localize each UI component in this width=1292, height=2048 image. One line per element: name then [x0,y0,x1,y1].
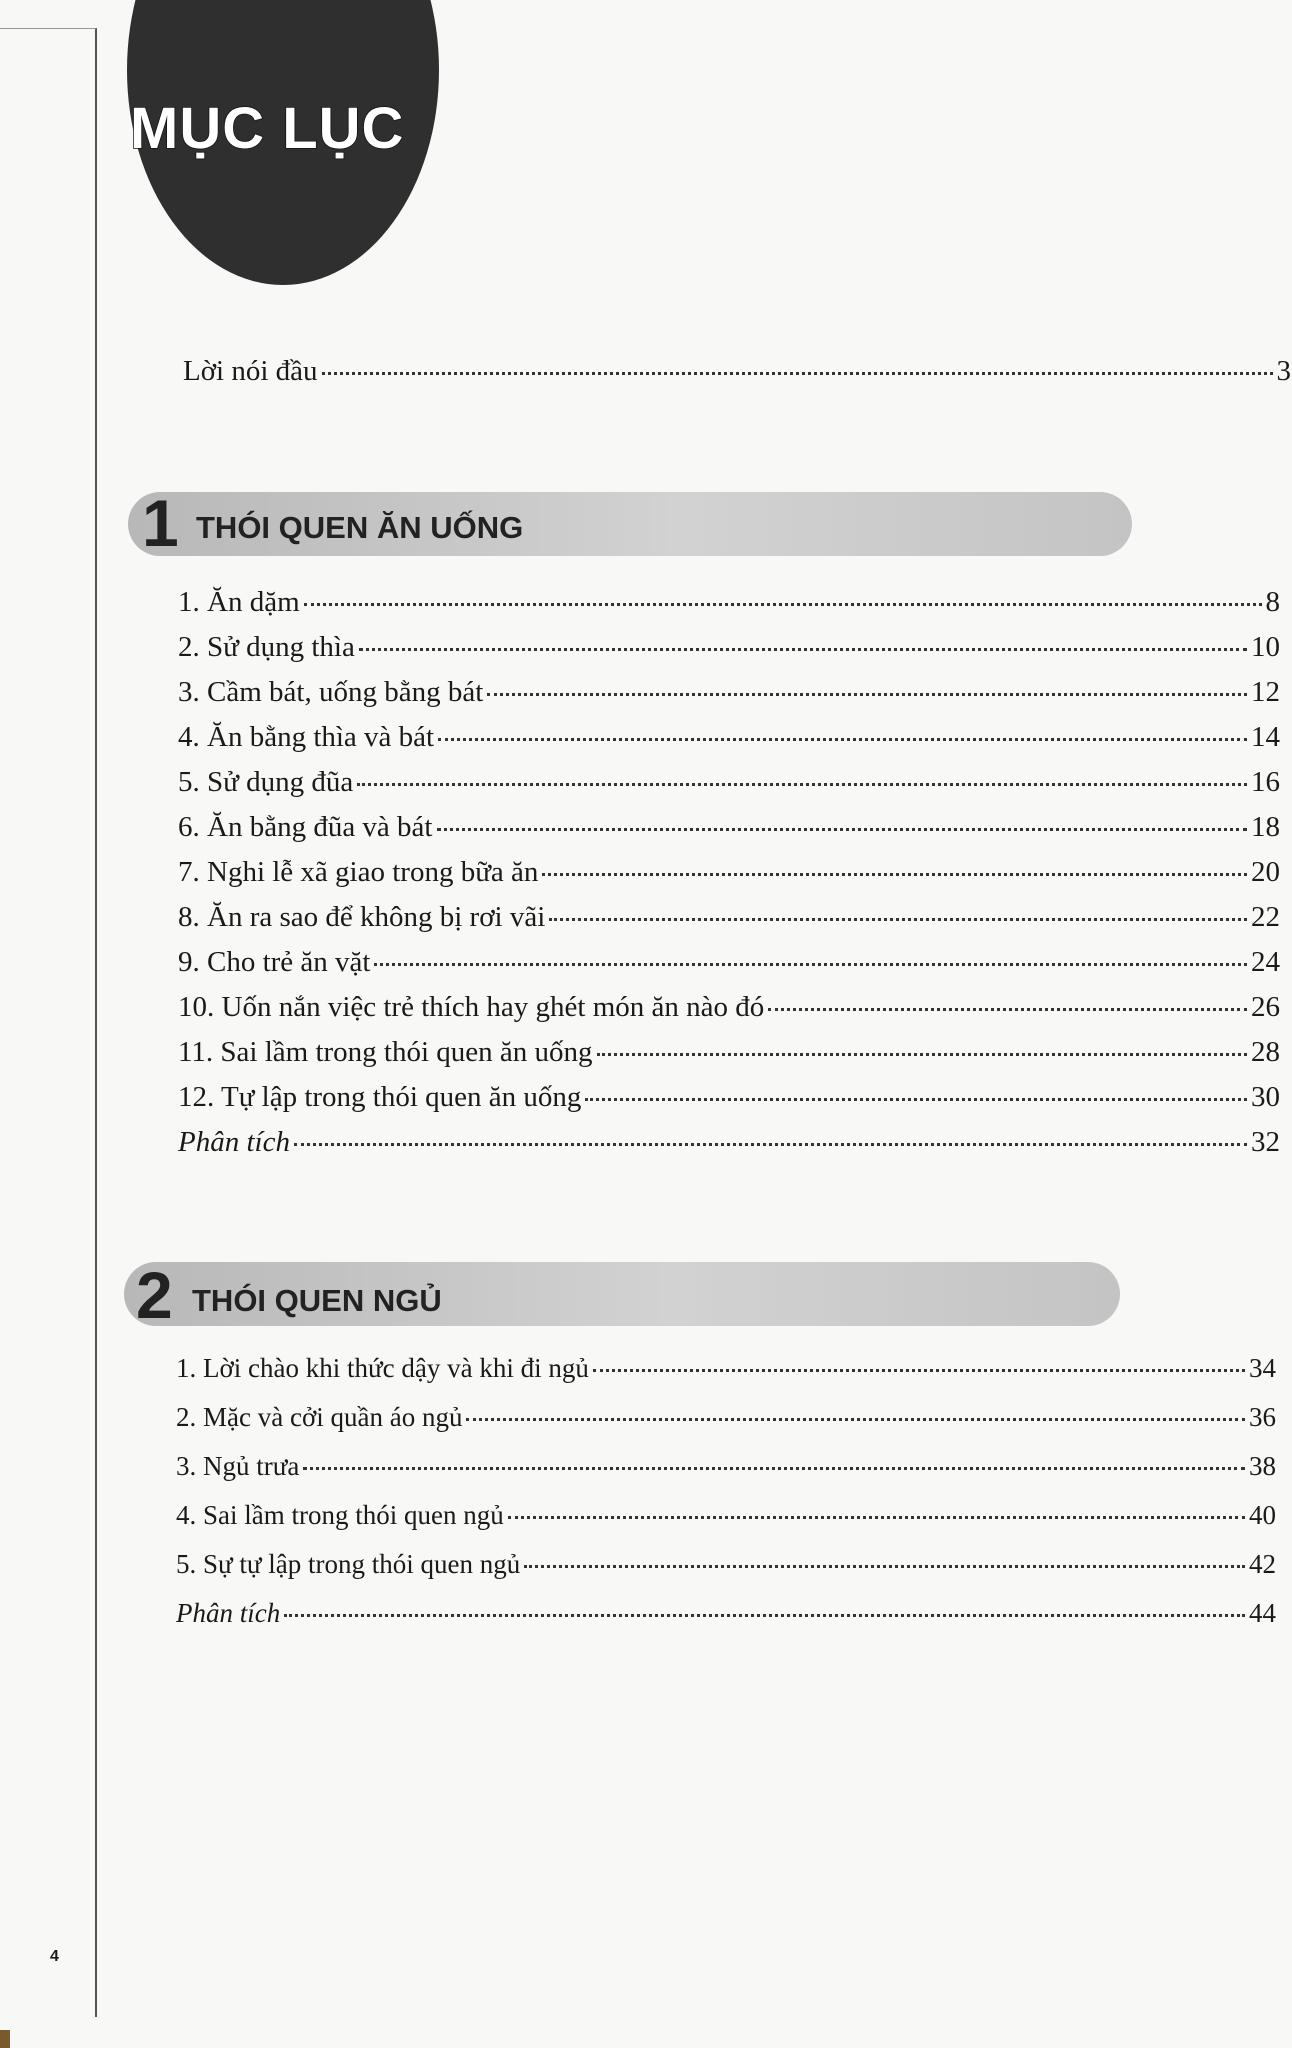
toc-entry[interactable] [178,764,1280,800]
toc-entry[interactable] [178,719,1280,755]
toc-entry-page: 22 [1251,901,1280,933]
dot-leader [524,1565,1245,1568]
toc-entry-label: 1. Lời chào khi thức dậy và khi đi ngủ [176,1353,589,1383]
section-number-2: 2 [136,1258,173,1332]
toc-entry[interactable] [178,899,1280,935]
dot-leader [542,873,1247,876]
toc-entry-analysis[interactable] [178,1124,1280,1160]
toc-entry[interactable] [178,809,1280,845]
section-number-1: 1 [142,486,179,560]
dot-leader [593,1369,1245,1372]
toc-entry-page: 16 [1251,766,1280,798]
toc-entry-page: 8 [1265,586,1280,618]
dot-leader [374,963,1247,966]
toc-entry[interactable] [178,629,1280,665]
dot-leader [304,603,1262,606]
toc-entry-label: 4. Ăn bằng thìa và bát [178,721,435,753]
toc-entry-page: 10 [1251,631,1280,663]
toc-entry-page: 26 [1251,991,1280,1023]
toc-entry-label: Phân tích [178,1126,290,1158]
toc-entry-label: 9. Cho trẻ ăn vặt [178,946,371,978]
toc-entry-label: Lời nói đầu [183,355,318,387]
toc-entry[interactable] [176,1497,1276,1533]
page-number: 4 [50,1948,59,1965]
toc-entry[interactable] [178,584,1280,620]
toc-entry[interactable] [178,854,1280,890]
toc-entry[interactable] [178,989,1280,1025]
dot-leader [585,1098,1247,1101]
toc-entry-label: 10. Uốn nắn việc trẻ thích hay ghét món ăn nào đó [178,991,765,1023]
dot-leader [294,1143,1247,1146]
toc-entry-page: 12 [1251,676,1280,708]
toc-entry[interactable] [178,944,1280,980]
section-title-2: THÓI QUEN NGỦ [192,1283,442,1318]
dot-leader [284,1614,1245,1617]
dot-leader [438,738,1247,741]
toc-entry[interactable] [178,674,1280,710]
dot-leader [357,783,1247,786]
toc-entry-label: 1. Ăn dặm [178,586,300,618]
dot-leader [768,1008,1247,1011]
toc-entry-page: 14 [1251,721,1280,753]
toc-entry-page: 36 [1249,1402,1276,1432]
toc-entry[interactable] [178,1034,1280,1070]
toc-entry-label: 4. Sai lầm trong thói quen ngủ [176,1500,504,1530]
toc-entry-page: 32 [1251,1126,1280,1158]
dot-leader [597,1053,1247,1056]
dot-leader [508,1516,1245,1519]
section-title-1: THÓI QUEN ĂN UỐNG [196,510,524,545]
toc-entry-page: 42 [1249,1549,1276,1579]
toc-entry-label: 11. Sai lầm trong thói quen ăn uống [178,1036,593,1068]
toc-entry-label: 8. Ăn ra sao để không bị rơi vãi [178,901,546,933]
toc-entry-page: 40 [1249,1500,1276,1530]
toc-entry-page: 38 [1249,1451,1276,1481]
toc-entry-label: 5. Sử dụng đũa [178,766,354,798]
toc-entry-analysis[interactable] [176,1595,1276,1631]
toc-entry-label: 6. Ăn bằng đũa và bát [178,811,433,843]
toc-entry-label: 12. Tự lập trong thói quen ăn uống [178,1081,582,1113]
dot-leader [487,693,1247,696]
toc-entry-page: 44 [1249,1598,1276,1628]
toc-entry-page: 28 [1251,1036,1280,1068]
toc-entry-page: 24 [1251,946,1280,978]
toc-entry-page: 34 [1249,1353,1276,1383]
toc-entry-label: 5. Sự tự lập trong thói quen ngủ [176,1549,521,1579]
toc-entry[interactable] [176,1350,1276,1386]
page-title: MỤC LỤC [130,96,405,161]
toc-entry-label: 2. Sử dụng thìa [178,631,355,663]
toc-entry-label: 3. Ngủ trưa [176,1451,300,1481]
dot-leader [359,648,1247,651]
dot-leader [322,372,1273,375]
dot-leader [549,918,1247,921]
toc-entry-page: 30 [1251,1081,1280,1113]
dot-leader [466,1418,1245,1421]
toc-entry-label: 3. Cầm bát, uống bằng bát [178,676,484,708]
toc-entry-label: Phân tích [176,1598,281,1628]
toc-entry-label: 7. Nghi lễ xã giao trong bữa ăn [178,856,539,888]
page-corner-mark [0,2030,10,2048]
dot-leader [303,1467,1245,1470]
toc-entry-preface[interactable] [183,353,1291,389]
toc-entry[interactable] [178,1079,1280,1115]
toc-entry-page: 20 [1251,856,1280,888]
toc-entry[interactable] [176,1448,1276,1484]
toc-entry-label: 2. Mặc và cởi quần áo ngủ [176,1402,463,1432]
page-margin-border [0,28,97,2017]
toc-entry[interactable] [176,1546,1276,1582]
dot-leader [437,828,1248,831]
toc-entry-page: 3 [1276,355,1291,387]
toc-entry-page: 18 [1251,811,1280,843]
toc-entry[interactable] [176,1399,1276,1435]
